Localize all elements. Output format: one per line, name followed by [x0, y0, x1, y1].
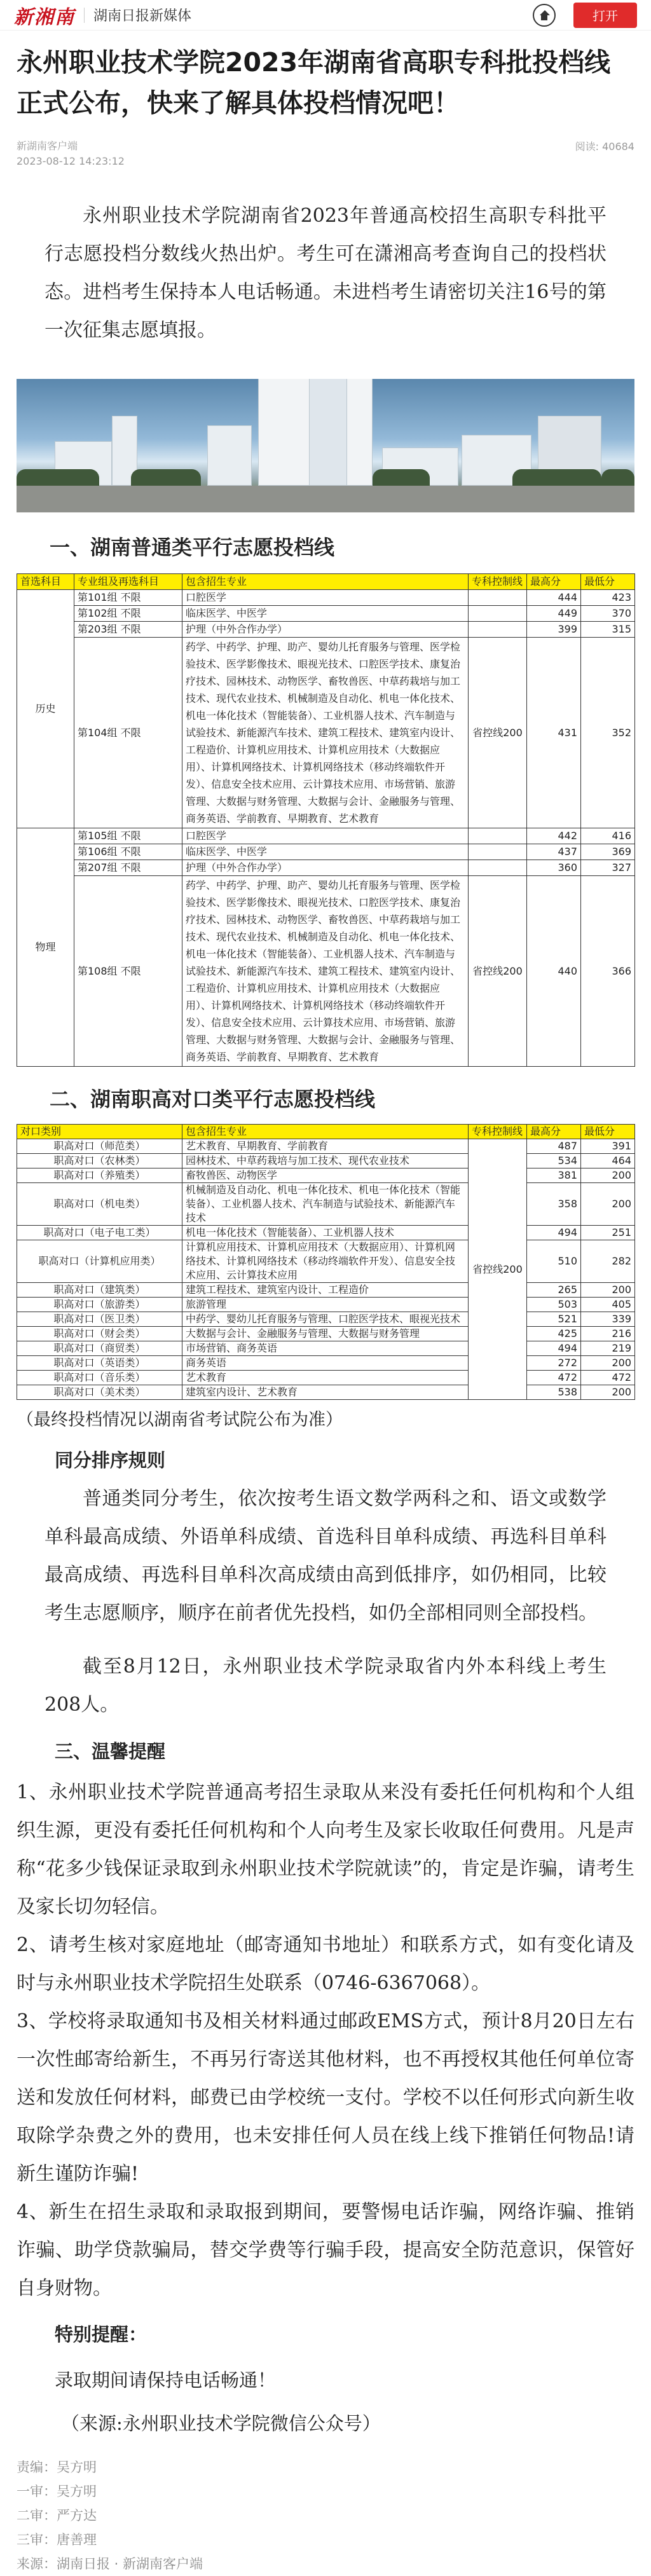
min-score-cell: 315: [581, 622, 635, 638]
table-header-cell: 最低分: [581, 574, 635, 590]
special-title: 特别提醒：: [55, 2324, 147, 2345]
table-header-cell: 专业组及再选科目: [74, 574, 182, 590]
max-score-cell: 510: [527, 1240, 581, 1283]
control-line-cell: [469, 860, 527, 876]
brand-name: 湖南日报新媒体: [93, 8, 192, 24]
max-score-cell: 442: [527, 828, 581, 844]
category-cell: 职高对口（农林类）: [17, 1154, 182, 1168]
majors-cell: 艺术教育: [182, 1371, 469, 1385]
min-score-cell: 391: [581, 1139, 635, 1154]
table-row: [17, 1356, 635, 1371]
app-logo[interactable]: 新湘南: [14, 6, 75, 29]
category-cell: 职高对口（机电类）: [17, 1183, 182, 1226]
max-score-cell: 503: [527, 1298, 581, 1312]
editor-line: 责编：吴方明: [17, 2460, 97, 2475]
table-row: [17, 876, 635, 1067]
max-score-cell: 360: [527, 860, 581, 876]
table-row: [17, 1226, 635, 1240]
max-score-cell: 521: [527, 1312, 581, 1327]
table-row: [17, 1168, 635, 1183]
majors-cell: 大数据与会计、金融服务与管理、大数据与财务管理: [182, 1327, 469, 1341]
min-score-cell: 370: [581, 606, 635, 622]
category-cell: 职高对口（计算机应用类）: [17, 1240, 182, 1283]
table-header-row: [17, 1125, 635, 1139]
table-row: [17, 1312, 635, 1327]
table-row: [17, 1327, 635, 1341]
table-row: [17, 1139, 635, 1154]
min-score-cell: 405: [581, 1298, 635, 1312]
min-score-cell: 416: [581, 828, 635, 844]
table-row: [17, 828, 635, 844]
top-bar: [0, 0, 651, 31]
majors-cell: 机电一体化技术（智能装备）、工业机器人技术: [182, 1226, 469, 1240]
subject-cell: 历史: [17, 590, 74, 828]
category-cell: 职高对口（旅游类）: [17, 1298, 182, 1312]
group-cell: 第102组 不限: [74, 606, 182, 622]
majors-cell: 艺术教育、早期教育、学前教育: [182, 1139, 469, 1154]
max-score-cell: 440: [527, 876, 581, 1067]
intro-paragraph: 永州职业技术学院湖南省2023年普通高校招生高职专科批平行志愿投档分数线火热出炉。考生可在潇湘高考查询自己的投档状态。进档考生保持本人电话畅通。未进档考生请密切关注16号的第一次征集志愿填报。: [45, 205, 606, 341]
min-score-cell: 352: [581, 638, 635, 828]
table-header-cell: 包含招生专业: [182, 1125, 469, 1139]
table-row: [17, 606, 635, 622]
table-header-cell: 对口类别: [17, 1125, 182, 1139]
min-score-cell: 366: [581, 876, 635, 1067]
max-score-cell: 358: [527, 1183, 581, 1226]
max-score-cell: 538: [527, 1385, 581, 1400]
control-line-cell: [469, 622, 527, 638]
min-score-cell: 339: [581, 1312, 635, 1327]
control-line-cell: [469, 606, 527, 622]
article-datetime: 2023-08-12 14:23:12: [17, 155, 125, 167]
group-cell: 第105组 不限: [74, 828, 182, 844]
majors-cell: 市场营销、商务英语: [182, 1341, 469, 1356]
table-row: [17, 1298, 635, 1312]
min-score-cell: 423: [581, 590, 635, 606]
min-score-cell: 219: [581, 1341, 635, 1356]
tips-title: 三、温馨提醒: [55, 1741, 166, 1762]
group-cell: 第203组 不限: [74, 622, 182, 638]
control-line-cell: 省控线200: [469, 638, 527, 828]
max-score-cell: 272: [527, 1356, 581, 1371]
table-header-cell: 最高分: [527, 574, 581, 590]
max-score-cell: 399: [527, 622, 581, 638]
table-row: [17, 590, 635, 606]
min-score-cell: 472: [581, 1371, 635, 1385]
group-cell: 第106组 不限: [74, 844, 182, 860]
majors-cell: 口腔医学: [182, 590, 469, 606]
min-score-cell: 200: [581, 1183, 635, 1226]
table-row: [17, 1154, 635, 1168]
category-cell: 职高对口（商贸类）: [17, 1341, 182, 1356]
majors-cell: 建筑工程技术、建筑室内设计、工程造价: [182, 1283, 469, 1298]
min-score-cell: 200: [581, 1283, 635, 1298]
majors-cell: 建筑室内设计、艺术教育: [182, 1385, 469, 1400]
open-app-button[interactable]: 打开: [573, 3, 637, 28]
majors-cell: 护理（中外合作办学）: [182, 622, 469, 638]
campus-banner-image: [17, 379, 634, 512]
read-count: 阅读: 40684: [575, 140, 634, 153]
table-row: [17, 1385, 635, 1400]
control-line-cell: 省控线200: [469, 1139, 527, 1400]
majors-cell: 药学、中药学、护理、助产、婴幼儿托育服务与管理、医学检验技术、医学影像技术、眼视光技术、口腔医学技术、康复治疗技术、园林技术、动物医学、畜牧兽医、中草药栽培与加工技术、现代农业技术、机械制造及自动化、机电一体化技术、机电一体化技术（智能装备）、工业机器人技术、汽车制造与试验技术、新能源汽车技术、建筑工程技术、建筑室内设计、工程造价、计算机应用技术、计算机应用技术（大数据应用）、计算机网络技术、计算机网络技术（移动终端软件开发）、信息安全技术应用、云计算技术应用、市场营销、旅游管理、大数据与财务管理、大数据与会计、金融服务与管理、商务英语、学前教育、早期教育、艺术教育: [182, 876, 469, 1067]
majors-cell: 护理（中外合作办学）: [182, 860, 469, 876]
ordinary-score-table: [17, 573, 635, 1067]
group-cell: 第101组 不限: [74, 590, 182, 606]
tip-4: 4、新生在招生录取和录取报到期间，要警惕电话诈骗，网络诈骗、推销诈骗、助学贷款骗局，替交学费等行骗手段，提高安全防范意识，保管好自身财物。: [17, 2201, 634, 2299]
group-cell: 第207组 不限: [74, 860, 182, 876]
category-cell: 职高对口（医卫类）: [17, 1312, 182, 1327]
table-row: [17, 860, 635, 876]
category-cell: 职高对口（音乐类）: [17, 1371, 182, 1385]
home-icon[interactable]: [533, 4, 556, 27]
table-row: [17, 1341, 635, 1356]
table-row: [17, 1371, 635, 1385]
editor-list: [0, 2439, 651, 2576]
category-cell: 职高对口（建筑类）: [17, 1283, 182, 1298]
table-row: [17, 622, 635, 638]
majors-cell: 中药学、婴幼儿托育服务与管理、口腔医学技术、眼视光技术: [182, 1312, 469, 1327]
majors-cell: 口腔医学: [182, 828, 469, 844]
max-score-cell: 494: [527, 1226, 581, 1240]
table-row: [17, 638, 635, 828]
majors-cell: 旅游管理: [182, 1298, 469, 1312]
table-row: [17, 1183, 635, 1226]
article-meta: [0, 123, 651, 169]
min-score-cell: 216: [581, 1327, 635, 1341]
editor-line: 二审：严方达: [17, 2508, 97, 2523]
table-row: [17, 844, 635, 860]
min-score-cell: 282: [581, 1240, 635, 1283]
control-line-cell: [469, 590, 527, 606]
table-header-row: [17, 574, 635, 590]
section-ordinary-title: 一、湖南普通类平行志愿投档线: [50, 535, 335, 559]
category-cell: 职高对口（英语类）: [17, 1356, 182, 1371]
control-line-cell: [469, 828, 527, 844]
majors-cell: 商务英语: [182, 1356, 469, 1371]
category-cell: 职高对口（财会类）: [17, 1327, 182, 1341]
article-title: 永州职业技术学院2023年湖南省高职专科批投档线正式公布，快来了解具体投档情况吧！: [17, 47, 611, 118]
max-score-cell: 381: [527, 1168, 581, 1183]
majors-cell: 临床医学、中医学: [182, 606, 469, 622]
majors-cell: 临床医学、中医学: [182, 844, 469, 860]
editor-line: 三审：唐善理: [17, 2532, 97, 2547]
majors-cell: 园林技术、中草药栽培与加工技术、现代农业技术: [182, 1154, 469, 1168]
max-score-cell: 449: [527, 606, 581, 622]
majors-cell: 计算机应用技术、计算机应用技术（大数据应用）、计算机网络技术、计算机网络技术（移动终端软件开发）、信息安全技术应用、云计算技术应用: [182, 1240, 469, 1283]
max-score-cell: 444: [527, 590, 581, 606]
majors-cell: 机械制造及自动化、机电一体化技术、机电一体化技术（智能装备）、工业机器人技术、汽车制造与试验技术、新能源汽车技术: [182, 1183, 469, 1226]
rule-paragraph: 普通类同分考生，依次按考生语文数学两科之和、语文或数学单科最高成绩、外语单科成绩、首选科目单科成绩、再选科目单科最高成绩、再选科目单科次高成绩由高到低排序，如仍相同，比较考生志愿顺序，顺序在前者优先投档，如仍全部相同则全部投档。: [45, 1488, 606, 1624]
table-header-cell: 专科控制线: [469, 574, 527, 590]
majors-cell: 药学、中药学、护理、助产、婴幼儿托育服务与管理、医学检验技术、医学影像技术、眼视光技术、口腔医学技术、康复治疗技术、园林技术、动物医学、畜牧兽医、中草药栽培与加工技术、现代农业技术、机械制造及自动化、机电一体化技术、机电一体化技术（智能装备）、工业机器人技术、汽车制造与试验技术、新能源汽车技术、建筑工程技术、建筑室内设计、工程造价、计算机应用技术、计算机应用技术（大数据应用）、计算机网络技术、计算机网络技术（移动终端软件开发）、信息安全技术应用、云计算技术应用、市场营销、旅游管理、大数据与财务管理、大数据与会计、金融服务与管理、商务英语、学前教育、早期教育、艺术教育: [182, 638, 469, 828]
min-score-cell: 369: [581, 844, 635, 860]
min-score-cell: 200: [581, 1385, 635, 1400]
max-score-cell: 534: [527, 1154, 581, 1168]
table-header-cell: 包含招生专业: [182, 574, 469, 590]
control-line-cell: 省控线200: [469, 876, 527, 1067]
stat-paragraph: 截至8月12日，永州职业技术学院录取省内外本科线上考生208人。: [45, 1655, 606, 1716]
group-cell: 第108组 不限: [74, 876, 182, 1067]
article-source: 新湖南客户端: [17, 140, 78, 152]
category-cell: 职高对口（美术类）: [17, 1385, 182, 1400]
majors-cell: 畜牧兽医、动物医学: [182, 1168, 469, 1183]
max-score-cell: 487: [527, 1139, 581, 1154]
min-score-cell: 251: [581, 1226, 635, 1240]
subject-cell: 物理: [17, 828, 74, 1067]
editor-line: 一审：吴方明: [17, 2484, 97, 2499]
vocational-score-table: [17, 1124, 635, 1400]
min-score-cell: 200: [581, 1168, 635, 1183]
max-score-cell: 425: [527, 1327, 581, 1341]
max-score-cell: 472: [527, 1371, 581, 1385]
min-score-cell: 464: [581, 1154, 635, 1168]
tip-2: 2、请考生核对家庭地址（邮寄通知书地址）和联系方式，如有变化请及时与永州职业技术学院招生处联系（0746-6367068）。: [17, 1934, 634, 1994]
table-header-cell: 首选科目: [17, 574, 74, 590]
table-row: [17, 1240, 635, 1283]
section-vocational-title: 二、湖南职高对口类平行志愿投档线: [50, 1087, 376, 1111]
tip-3: 3、学校将录取通知书及相关材料通过邮政EMS方式，预计8月20日左右一次性邮寄给新生，不再另行寄送其他材料，也不再授权其他任何单位寄送和发放任何材料，邮费已由学校统一支付。学校不以任何形式向新生收取除学杂费之外的费用，也未安排任何人员在线上线下推销任何物品!请新生谨防诈骗!: [17, 2010, 634, 2185]
table-header-cell: 最低分: [581, 1125, 635, 1139]
category-cell: 职高对口（电子电工类）: [17, 1226, 182, 1240]
table-row: [17, 1283, 635, 1298]
control-line-cell: [469, 844, 527, 860]
group-cell: 第104组 不限: [74, 638, 182, 828]
rule-title: 同分排序规则: [55, 1449, 166, 1471]
max-score-cell: 265: [527, 1283, 581, 1298]
category-cell: 职高对口（养殖类）: [17, 1168, 182, 1183]
special-text: 录取期间请保持电话畅通！: [55, 2369, 277, 2391]
max-score-cell: 431: [527, 638, 581, 828]
max-score-cell: 494: [527, 1341, 581, 1356]
category-cell: 职高对口（师范类）: [17, 1139, 182, 1154]
table-header-cell: 专科控制线: [469, 1125, 527, 1139]
final-note: （最终投档情况以湖南省考试院公布为准）: [17, 1410, 343, 1430]
footer-source: 来源：湖南日报 · 新湖南客户端: [17, 2556, 203, 2572]
min-score-cell: 200: [581, 1356, 635, 1371]
tip-1: 1、永州职业技术学院普通高考招生录取从来没有委托任何机构和个人组织生源，更没有委托任何机构和个人向考生及家长收取任何费用。凡是声称“花多少钱保证录取到永州职业技术学院就读”的，肯定是诈骗，请考生及家长切勿轻信。: [17, 1781, 634, 1918]
divider: [84, 8, 85, 23]
table-header-cell: 最高分: [527, 1125, 581, 1139]
max-score-cell: 437: [527, 844, 581, 860]
min-score-cell: 327: [581, 860, 635, 876]
source-line: （来源:永州职业技术学院微信公众号）: [61, 2413, 381, 2434]
